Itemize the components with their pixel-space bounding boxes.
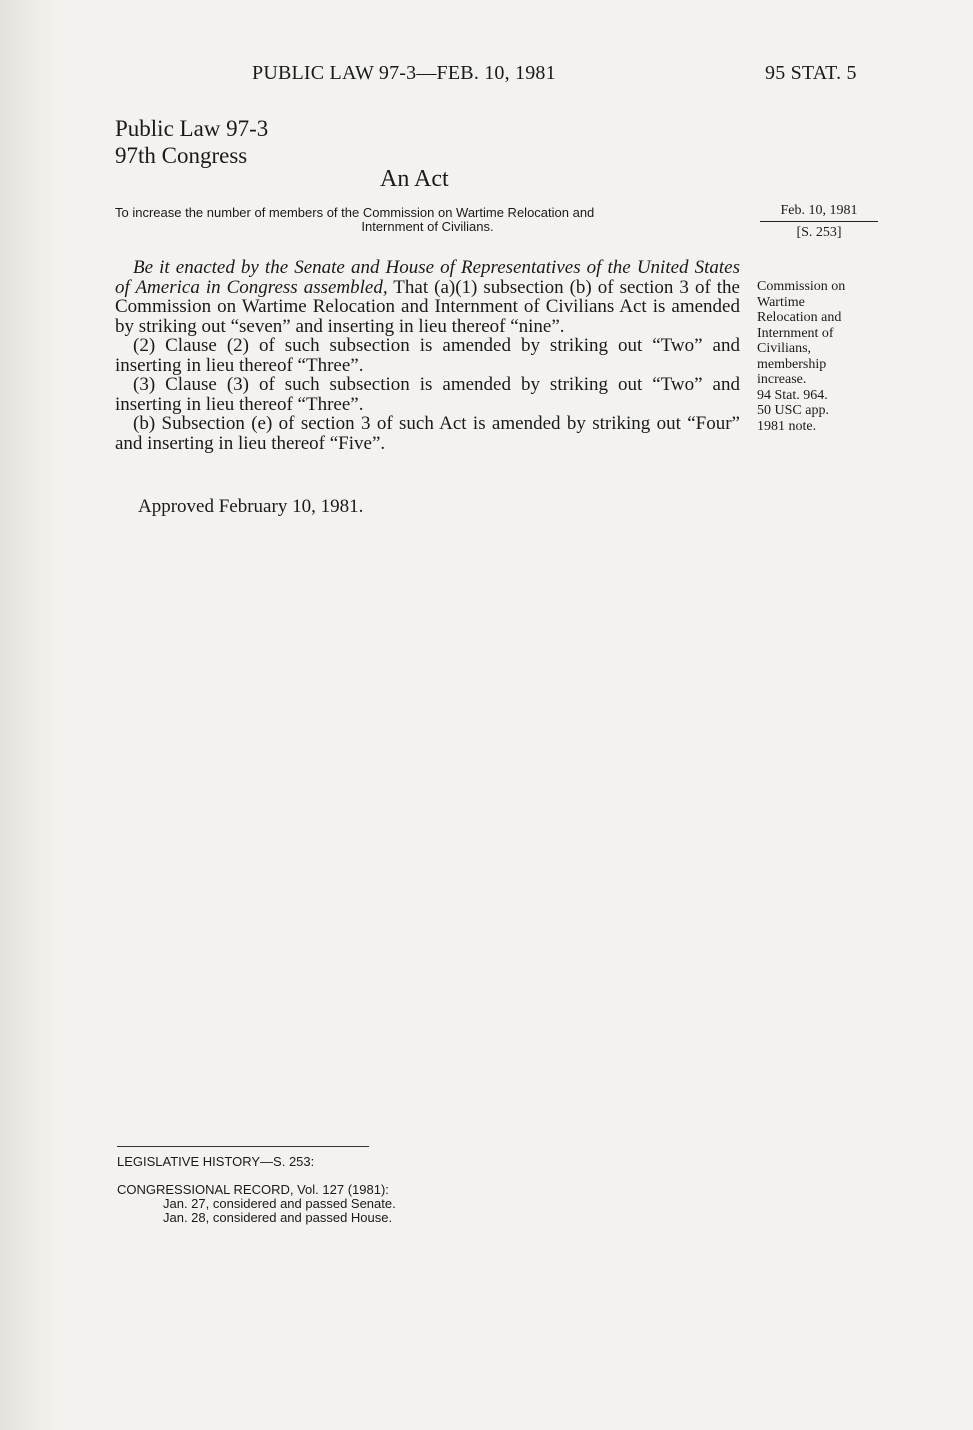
scan-edge-shadow	[0, 0, 60, 1430]
enactment-date-box	[760, 202, 878, 242]
margin-note-line: 1981 note.	[757, 418, 817, 434]
legislative-history	[117, 1155, 396, 1225]
margin-note-line: Commission on	[757, 279, 846, 294]
enacting-clause: Be it enacted by the Senate and House of Representatives of the United States of America in Congress assembled,	[115, 257, 740, 298]
date-rule	[760, 221, 878, 222]
purpose-line-2: Internment of Civilians.	[361, 219, 494, 234]
act-body	[115, 258, 740, 453]
running-head-left: PUBLIC LAW 97-3—FEB. 10, 1981	[252, 62, 556, 84]
act-heading: An Act	[380, 166, 449, 192]
bleed-through-text	[545, 112, 551, 138]
margin-note-line: 50 USC app.	[757, 403, 829, 418]
page-citation: 95 STAT. 5	[765, 62, 857, 84]
act-purpose	[115, 206, 740, 234]
bill-number: [S. 253]	[796, 225, 842, 240]
purpose-line-1: To increase the number of members of the Commission on Wartime Relocation and	[115, 205, 595, 220]
section-a3: (3) Clause (3) of such subsection is amended by striking out “Two” and inserting in lieu thereof “Three”.	[115, 374, 740, 415]
congressional-record: CONGRESSIONAL RECORD, Vol. 127 (1981):	[117, 1182, 389, 1197]
margin-note-line: increase.	[757, 372, 807, 387]
history-rule	[117, 1146, 369, 1147]
history-entry: Jan. 28, considered and passed House.	[163, 1210, 393, 1225]
margin-note-line: 94 Stat. 964.	[757, 387, 828, 403]
margin-note-line: Internment of	[757, 325, 834, 341]
law-title-block	[115, 115, 268, 169]
approval-date: Approved February 10, 1981.	[138, 496, 364, 517]
margin-note-line: membership	[757, 356, 827, 372]
section-a1-text: That (a)(1) subsection (b) of section 3 of the Commission on Wartime Relocation and Internment of Civilians Act is amended by striking out “seven” and inserting in lieu thereof “nine”.	[115, 276, 740, 337]
public-law-number: Public Law 97-3	[115, 116, 269, 141]
margin-note-line: Relocation and	[757, 310, 842, 325]
section-a2: (2) Clause (2) of such subsection is amended by striking out “Two” and inserting in lieu thereof “Three”.	[115, 335, 740, 376]
margin-note-line: Wartime	[757, 294, 805, 310]
section-b: (b) Subsection (e) of section 3 of such Act is amended by striking out “Four” and inserting in lieu thereof “Five”.	[115, 413, 740, 454]
enactment-date: Feb. 10, 1981	[780, 203, 858, 218]
history-entry: Jan. 27, considered and passed Senate.	[163, 1196, 396, 1211]
congress-number: 97th Congress	[115, 143, 248, 168]
section-a1	[115, 258, 740, 336]
margin-note-line: Civilians,	[757, 341, 812, 356]
margin-notes	[757, 279, 875, 434]
history-heading: LEGISLATIVE HISTORY—S. 253:	[117, 1154, 315, 1169]
